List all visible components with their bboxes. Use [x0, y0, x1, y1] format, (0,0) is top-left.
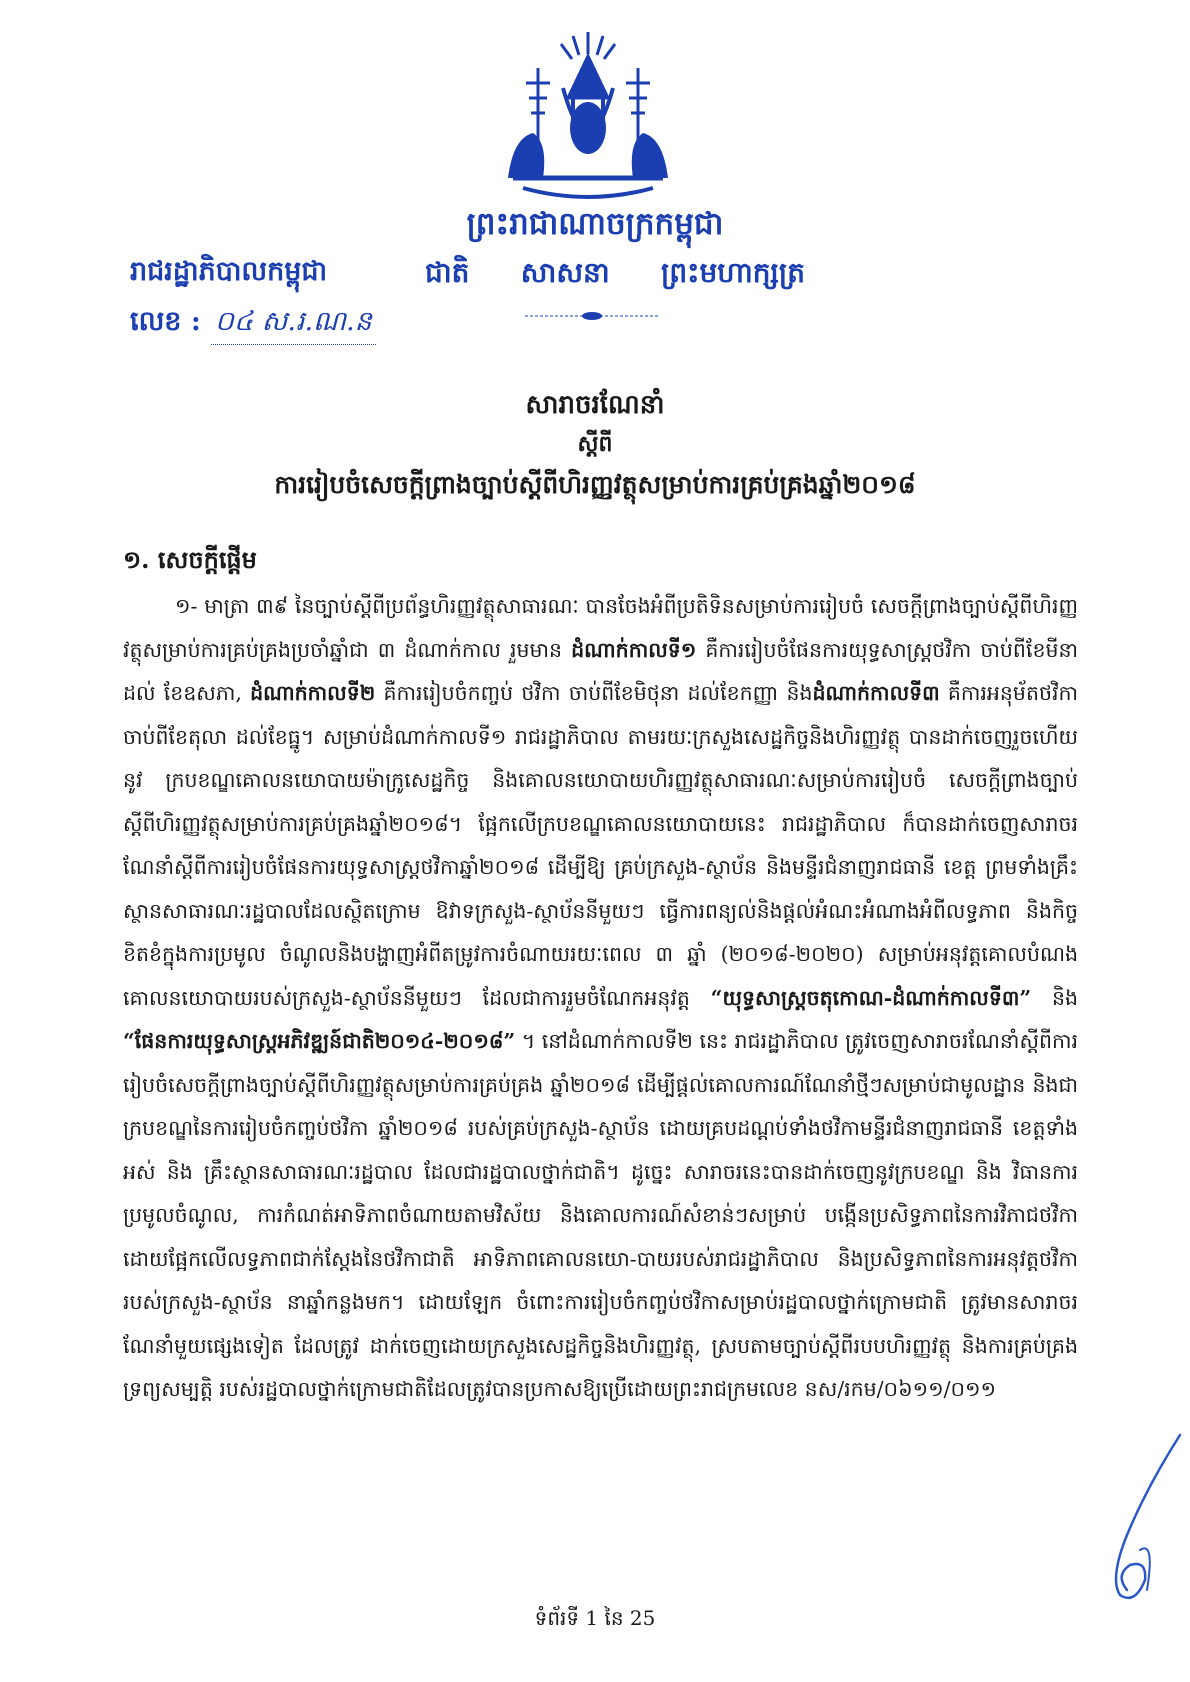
- bold-phrase: ដំណាក់កាលទី២: [250, 681, 376, 705]
- paragraph-text: គឺការរៀបចំកញ្ចប់ ថវិកា ចាប់ពីខែមិថុនា ដល់ខែកញ្ញា និង: [375, 681, 813, 705]
- royal-arms-emblem-icon: [493, 28, 683, 203]
- body-paragraph: [123, 585, 1078, 1605]
- document-subject-title: ការរៀបចំសេចក្តីព្រាងច្បាប់ស្តីពីហិរញ្ញវត្ថុសម្រាប់ការគ្រប់គ្រងឆ្នាំ២០១៨: [274, 470, 916, 499]
- page-number: ទំព័រទី 1 នៃ 25: [534, 1606, 656, 1630]
- reference-line: [130, 305, 376, 345]
- bold-phrase: ដំណាក់កាលទី១: [571, 637, 697, 662]
- section-heading: ១. សេចក្តីផ្តើម: [123, 545, 257, 574]
- paragraph-text: និង: [1031, 985, 1078, 1010]
- motto-king: ព្រះមហាក្សត្រ: [661, 256, 805, 289]
- document-type-title: សារាចរណែនាំ: [525, 390, 665, 420]
- paragraph-text: ១- មាត្រា ៣៩ នៃច្បាប់ស្តីពីប្រព័ន្ធហិរញ្ញវត្ថុសាធារណៈ បានចែងអំពីប្រតិទិនសម្រាប់ការរៀបចំ សេចក្តីព្រាងច្បាប់ស្តីពីហិរញ្ញវត្ថុសម្រាប់ការគ្រប់គ្រងប្រចាំឆ្នាំជា ៣ ដំណាក់កាល រួមមាន: [123, 594, 1078, 662]
- paragraph-text: ។ នៅដំណាក់កាលទី២ នេះ រាជរដ្ឋាភិបាល ត្រូវចេញសារាចរណែនាំស្តីពីការរៀបចំសេចក្តីព្រាងច្បាប់ស្តីពីហិរញ្ញវត្ថុសម្រាប់ការគ្រប់គ្រង ឆ្នាំ២០១៨ ដើម្បីផ្តល់គោលការណ៍ណែនាំថ្មីៗសម្រាប់ជាមូលដ្ឋាន និងជាក្របខណ្ឌនៃការរៀបចំកញ្ចប់ថវិកា ឆ្នាំ២០១៨ របស់គ្រប់ក្រសួង-ស្ថាប័ន ដោយគ្របដណ្តប់ទាំងថវិកាមន្ទីរជំនាញរាជធានី ខេត្តទាំងអស់ និង គ្រឹះស្ថានសាធារណៈរដ្ឋបាល ដែលជារដ្ឋបាលថ្នាក់ជាតិ។ ដូច្នេះ សារាចរនេះបានដាក់ចេញនូវក្របខណ្ឌ និង វិធានការប្រមូលចំណូល, ការកំណត់អាទិភាពចំណាយតាមវិស័យ និងគោលការណ៍សំខាន់ៗសម្រាប់ បង្កើនប្រសិទ្ធភាពនៃការវិភាជថវិកា ដោយផ្អែកលើលទ្ធភាពជាក់ស្តែងនៃថវិកាជាតិ អាទិភាពគោលនយោ-បាយរបស់រាជរដ្ឋាភិបាល និងប្រសិទ្ធភាពនៃការអនុវត្តថវិការបស់ក្រសួង-ស្ថាប័ន នាឆ្នាំកន្លងមក។ ដោយឡែក ចំពោះការរៀបចំកញ្ចប់ថវិកាសម្រាប់រដ្ឋបាលថ្នាក់ក្រោមជាតិ ត្រូវមានសារាចរណែនាំមួយផ្សេងទៀត ដែលត្រូវ ដាក់ចេញដោយក្រសួងសេដ្ឋកិច្ចនិងហិរញ្ញវត្ថុ, ស្របតាមច្បាប់ស្តីពីរបបហិរញ្ញវត្ថុ និងការគ្រប់គ្រងទ្រព្យសម្បត្តិ របស់រដ្ឋបាលថ្នាក់ក្រោមជាតិដែលត្រូវបានប្រកាសឱ្យប្រើដោយព្រះរាជក្រមលេខ នស/រកម/០៦១១/០១១: [123, 1029, 1078, 1401]
- handwritten-signature: [1085, 1430, 1185, 1610]
- paragraph-text: គឺការរៀបចំផែនការយុទ្ធសាស្ត្រថវិកា ចាប់ពីខែមីនា ដល់ ខែឧសភា,: [123, 637, 1078, 705]
- national-motto: [425, 255, 805, 296]
- motto-religion: សាសនា: [520, 256, 610, 289]
- bold-phrase: ដំណាក់កាលទី៣: [812, 681, 940, 705]
- issuing-authority: រាជរដ្ឋាភិបាលកម្ពុជា: [130, 256, 328, 287]
- reference-label: លេខ :: [130, 306, 201, 337]
- motto-nation: ជាតិ: [425, 256, 470, 289]
- bold-phrase: “ផែនការយុទ្ធសាស្ត្រអភិវឌ្ឍន៍ជាតិ២០១៤-២០១៨”: [123, 1029, 516, 1053]
- ornament-divider-icon: [525, 310, 660, 322]
- kingdom-heading: ព្រះរាជាណាចក្រកម្ពុជា: [466, 206, 724, 242]
- paragraph-text: គឺការអនុម័តថវិកា ចាប់ពីខែតុលា ដល់ខែធ្នូ។ សម្រាប់ដំណាក់កាលទី១ រាជរដ្ឋាភិបាល តាមរយៈក្រសួងសេដ្ឋកិច្ចនិងហិរញ្ញវត្ថុ បានដាក់ចេញរួចហើយនូវ ក្របខណ្ឌគោលនយោបាយម៉ាក្រូសេដ្ឋកិច្ច និងគោលនយោបាយហិរញ្ញវត្ថុសាធារណៈសម្រាប់ការរៀបចំ សេចក្តីព្រាងច្បាប់ស្តីពីហិរញ្ញវត្ថុសម្រាប់ការគ្រប់គ្រងឆ្នាំ២០១៨។ ផ្អែកលើក្របខណ្ឌគោលនយោបាយនេះ រាជរដ្ឋាភិបាល ក៏បានដាក់ចេញសារាចរណែនាំស្តីពីការរៀបចំផែនការយុទ្ធសាស្ត្រថវិកាឆ្នាំ២០១៨ ដើម្បីឱ្យ គ្រប់ក្រសួង-ស្ថាប័ន និងមន្ទីរជំនាញរាជធានី ខេត្ត ព្រមទាំងគ្រឹះស្ថានសាធារណៈរដ្ឋបាលដែលស្ថិតក្រោម ឱវាទក្រសួង-ស្ថាប័ននីមួយៗ ធ្វើការពន្យល់និងផ្តល់អំណះអំណាងអំពីលទ្ធភាព និងកិច្ចខិតខំក្នុងការប្រមូល ចំណូលនិងបង្ហាញអំពីតម្រូវការចំណាយរយៈពេល ៣ ឆ្នាំ (២០១៨-២០២០) សម្រាប់អនុវត្តគោលបំណង គោលនយោបាយរបស់ក្រសួង-ស្ថាប័ននីមួយៗ ដែលជាការរួមចំណែកអនុវត្ត: [123, 681, 1078, 1010]
- reference-number: ០៤ ស.រ.ណ.ន: [211, 305, 376, 345]
- bold-phrase: “យុទ្ធសាស្ត្រចតុកោណ-ដំណាក់កាលទី៣”: [710, 985, 1032, 1010]
- title-subject-connector: ស្តីពី: [577, 431, 613, 457]
